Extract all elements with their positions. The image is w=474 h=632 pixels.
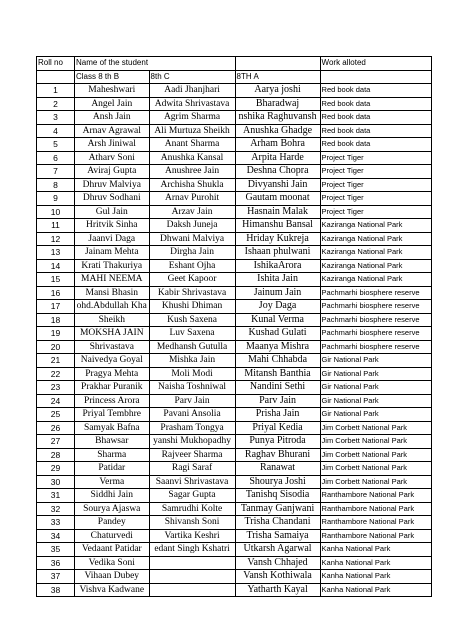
class-8b-student-cell: Mansi Bhasin [75, 286, 150, 300]
class-8b-student-cell: MOKSHA JAIN [75, 327, 150, 341]
work-alloted-cell: Kanha National Park [320, 570, 431, 584]
class-8b-student-cell: Jaanvi Daga [75, 232, 150, 246]
work-alloted-cell: Gir National Park [320, 381, 431, 395]
class-8c-student-cell: Prasham Tongya [149, 421, 235, 435]
table-row [37, 435, 432, 449]
class-8b-student-cell: Atharv Soni [75, 151, 150, 165]
class-8b-student-cell: Prakhar Puranik [75, 381, 150, 395]
class-8a-student-cell: Yatharth Kayal [235, 583, 320, 597]
class-8c-student-cell: Aadi Jhanjhari [149, 84, 235, 98]
class-8a-student-cell: Gautam moonat [235, 192, 320, 206]
class-8a-student-cell: Aarya joshi [235, 84, 320, 98]
table-row [37, 543, 432, 557]
class-8c-student-cell: Parv Jain [149, 394, 235, 408]
class-8c-student-cell [149, 556, 235, 570]
table-row [37, 570, 432, 584]
class-8c-student-cell: Rajveer Sharma [149, 448, 235, 462]
work-alloted-cell: Project Tiger [320, 192, 431, 206]
class-8b-student-cell: ohd.Abdullah Kha [75, 300, 150, 314]
work-alloted-cell: Red book data [320, 111, 431, 125]
work-alloted-cell: Jim Corbett National Park [320, 435, 431, 449]
class-8a-student-cell: Vansh Kothiwala [235, 570, 320, 584]
table-row [37, 192, 432, 206]
roll-number-cell: 38 [37, 583, 75, 597]
work-alloted-cell: Project Tiger [320, 205, 431, 219]
roll-number-cell: 29 [37, 462, 75, 476]
table-row [37, 367, 432, 381]
roll-number-cell: 1 [37, 84, 75, 98]
table-row [37, 394, 432, 408]
class-8a-student-cell: Utkarsh Agarwal [235, 543, 320, 557]
table-row [37, 178, 432, 192]
class-8b-student-cell: Sourya Ajaswa [75, 502, 150, 516]
class-8a-student-cell: Ishaan phulwani [235, 246, 320, 260]
class-8a-student-cell: Trisha Chandani [235, 516, 320, 530]
work-alloted-cell: Kanha National Park [320, 556, 431, 570]
table-row [37, 124, 432, 138]
roll-number-cell: 23 [37, 381, 75, 395]
table-row [37, 421, 432, 435]
table-row [37, 84, 432, 98]
work-alloted-cell: Project Tiger [320, 178, 431, 192]
class-8c-student-cell: Mishka Jain [149, 354, 235, 368]
class-8a-student-cell: Maanya Mishra [235, 340, 320, 354]
class-8a-student-cell: Tanmay Ganjwani [235, 502, 320, 516]
roll-number-cell: 8 [37, 178, 75, 192]
table-row [37, 313, 432, 327]
class-8b-student-cell: Samyak Bafna [75, 421, 150, 435]
work-alloted-cell: Red book data [320, 138, 431, 152]
class-8b-student-cell: Maheshwari [75, 84, 150, 98]
work-alloted-cell: Ranthambore National Park [320, 489, 431, 503]
class-8c-student-cell: Luv Saxena [149, 327, 235, 341]
roll-number-cell: 31 [37, 489, 75, 503]
table-row [37, 219, 432, 233]
class-8b-student-cell: Sharma [75, 448, 150, 462]
work-alloted-cell: Red book data [320, 124, 431, 138]
class-8b-student-cell: Arsh Jiniwal [75, 138, 150, 152]
work-alloted-cell: Project Tiger [320, 165, 431, 179]
work-alloted-cell: Kaziranga National Park [320, 273, 431, 287]
table-row [37, 475, 432, 489]
class-8b-student-cell: Dhruv Malviya [75, 178, 150, 192]
class-8b-student-cell: Hritvik Sinha [75, 219, 150, 233]
class-8a-student-cell: Nandini Sethi [235, 381, 320, 395]
class-8c-student-cell: edant Singh Kshatri [149, 543, 235, 557]
class-8a-student-cell: Raghav Bhurani [235, 448, 320, 462]
class-8c-student-cell: Anushree Jain [149, 165, 235, 179]
class-8a-student-cell: Divyanshi Jain [235, 178, 320, 192]
class-8b-student-cell: Vishva Kadwane [75, 583, 150, 597]
roll-number-cell: 36 [37, 556, 75, 570]
table-row [37, 516, 432, 530]
class-8b-student-cell: Vedika Soni [75, 556, 150, 570]
class-8c-student-cell: Vartika Keshri [149, 529, 235, 543]
class-8c-student-cell [149, 570, 235, 584]
class-8a-student-cell: Priyal Kedia [235, 421, 320, 435]
roll-number-cell: 14 [37, 259, 75, 273]
class-8a-student-cell: Arpita Harde [235, 151, 320, 165]
roll-number-cell: 21 [37, 354, 75, 368]
class-8c-label: 8th C [149, 70, 235, 84]
class-8c-student-cell: Sagar Gupta [149, 489, 235, 503]
table-row [37, 340, 432, 354]
class-8a-student-cell: Joy Daga [235, 300, 320, 314]
class-8b-student-cell: Jainam Mehta [75, 246, 150, 260]
class-8b-student-cell: Pandey [75, 516, 150, 530]
work-alloted-cell: Kaziranga National Park [320, 246, 431, 260]
student-work-table [36, 56, 432, 597]
table-row [37, 489, 432, 503]
work-alloted-cell: Jim Corbett National Park [320, 462, 431, 476]
class-8c-student-cell: Arnav Purohit [149, 192, 235, 206]
roll-number-cell: 26 [37, 421, 75, 435]
work-alloted-cell: Gir National Park [320, 354, 431, 368]
roll-number-cell: 28 [37, 448, 75, 462]
class-8b-label: Class 8 th B [75, 70, 150, 84]
class-8c-student-cell: Saanvi Shrivastava [149, 475, 235, 489]
table-row [37, 556, 432, 570]
roll-number-cell: 9 [37, 192, 75, 206]
table-row [37, 205, 432, 219]
class-8a-student-cell: Parv Jain [235, 394, 320, 408]
work-alloted-cell: Project Tiger [320, 151, 431, 165]
class-8b-student-cell: Vihaan Dubey [75, 570, 150, 584]
roll-number-cell: 12 [37, 232, 75, 246]
class-work-empty [320, 70, 431, 84]
roll-number-cell: 5 [37, 138, 75, 152]
class-8c-student-cell [149, 583, 235, 597]
class-8c-student-cell: Adwita Shrivastava [149, 97, 235, 111]
work-alloted-cell: Kanha National Park [320, 543, 431, 557]
work-alloted-cell: Ranthambore National Park [320, 516, 431, 530]
class-empty [37, 70, 75, 84]
roll-number-cell: 3 [37, 111, 75, 125]
roll-number-cell: 7 [37, 165, 75, 179]
table-row [37, 286, 432, 300]
table-row [37, 381, 432, 395]
class-8c-student-cell: Ali Murtuza Sheikh [149, 124, 235, 138]
roll-number-cell: 22 [37, 367, 75, 381]
class-8b-student-cell: Pragya Mehta [75, 367, 150, 381]
class-8c-student-cell: Pavani Ansolia [149, 408, 235, 422]
class-8a-student-cell: Himanshu Bansal [235, 219, 320, 233]
class-8b-student-cell: Arnav Agrawal [75, 124, 150, 138]
class-8c-student-cell: Ragi Saraf [149, 462, 235, 476]
class-8c-student-cell: Daksh Juneja [149, 219, 235, 233]
header-student-name: Name of the student [75, 57, 150, 71]
work-alloted-cell: Kanha National Park [320, 583, 431, 597]
class-8c-student-cell: Shivansh Soni [149, 516, 235, 530]
class-8a-student-cell: Mitansh Banthia [235, 367, 320, 381]
work-alloted-cell: Gir National Park [320, 367, 431, 381]
table-row [37, 583, 432, 597]
class-8c-student-cell: Arzav Jain [149, 205, 235, 219]
class-8a-student-cell: Hasnain Malak [235, 205, 320, 219]
class-8a-student-cell: Prisha Jain [235, 408, 320, 422]
class-8a-student-cell: Vansh Chhajed [235, 556, 320, 570]
header-empty-2 [235, 57, 320, 71]
roll-number-cell: 37 [37, 570, 75, 584]
class-8a-student-cell: Ranawat [235, 462, 320, 476]
class-8b-student-cell: Shrivastava [75, 340, 150, 354]
roll-number-cell: 30 [37, 475, 75, 489]
header-roll-no: Roll no [37, 57, 75, 71]
roll-number-cell: 34 [37, 529, 75, 543]
class-8a-student-cell: Tanishq Sisodia [235, 489, 320, 503]
work-alloted-cell: Gir National Park [320, 408, 431, 422]
class-8c-student-cell: Eshant Ojha [149, 259, 235, 273]
class-8a-student-cell: Hriday Kukreja [235, 232, 320, 246]
work-alloted-cell: Jim Corbett National Park [320, 448, 431, 462]
class-8c-student-cell: Samrudhi Kolte [149, 502, 235, 516]
roll-number-cell: 32 [37, 502, 75, 516]
roll-number-cell: 27 [37, 435, 75, 449]
class-8a-student-cell: Bharadwaj [235, 97, 320, 111]
class-8a-student-cell: nshika Raghuvansh [235, 111, 320, 125]
class-8a-student-cell: IshikaArora [235, 259, 320, 273]
class-8c-student-cell: Moli Modi [149, 367, 235, 381]
class-8b-student-cell: Gul Jain [75, 205, 150, 219]
work-alloted-cell: Jim Corbett National Park [320, 475, 431, 489]
class-8c-student-cell: Geet Kapoor [149, 273, 235, 287]
work-alloted-cell: Pachmarhi biosphere reserve [320, 300, 431, 314]
table-row [37, 165, 432, 179]
class-8a-label: 8TH A [235, 70, 320, 84]
class-8a-student-cell: Mahi Chhabda [235, 354, 320, 368]
class-8c-student-cell: Anant Sharma [149, 138, 235, 152]
roll-number-cell: 17 [37, 300, 75, 314]
class-row [37, 70, 432, 84]
roll-number-cell: 18 [37, 313, 75, 327]
roll-number-cell: 11 [37, 219, 75, 233]
table-row [37, 529, 432, 543]
class-8c-student-cell: Kabir Shrivastava [149, 286, 235, 300]
class-8a-student-cell: Punya Pitroda [235, 435, 320, 449]
class-8b-student-cell: Angel Jain [75, 97, 150, 111]
table-row [37, 327, 432, 341]
table-row [37, 354, 432, 368]
work-alloted-cell: Pachmarhi biosphere reserve [320, 340, 431, 354]
roll-number-cell: 25 [37, 408, 75, 422]
table-row [37, 151, 432, 165]
work-alloted-cell: Red book data [320, 97, 431, 111]
class-8c-student-cell: Kush Saxena [149, 313, 235, 327]
class-8c-student-cell: Agrim Sharma [149, 111, 235, 125]
work-alloted-cell: Pachmarhi biosphere reserve [320, 313, 431, 327]
work-alloted-cell: Ranthambore National Park [320, 502, 431, 516]
class-8c-student-cell: Medhansh Gutulla [149, 340, 235, 354]
class-8a-student-cell: Arham Bohra [235, 138, 320, 152]
table-row [37, 448, 432, 462]
class-8b-student-cell: Siddhi Jain [75, 489, 150, 503]
table-row [37, 246, 432, 260]
class-8a-student-cell: Anushka Ghadge [235, 124, 320, 138]
header-empty-1 [149, 57, 235, 71]
table-row [37, 273, 432, 287]
class-8b-student-cell: Bhawsar [75, 435, 150, 449]
table-row [37, 111, 432, 125]
class-8c-student-cell: Naisha Toshniwal [149, 381, 235, 395]
table-row [37, 408, 432, 422]
class-8b-student-cell: Dhruv Sodhani [75, 192, 150, 206]
work-alloted-cell: Gir National Park [320, 394, 431, 408]
work-alloted-cell: Kaziranga National Park [320, 259, 431, 273]
class-8c-student-cell: Khushi Dhiman [149, 300, 235, 314]
class-8b-student-cell: Ansh Jain [75, 111, 150, 125]
table-row [37, 259, 432, 273]
class-8b-student-cell: Aviraj Gupta [75, 165, 150, 179]
table-row [37, 300, 432, 314]
roll-number-cell: 35 [37, 543, 75, 557]
roll-number-cell: 33 [37, 516, 75, 530]
class-8a-student-cell: Kushad Gulati [235, 327, 320, 341]
work-alloted-cell: Pachmarhi biosphere reserve [320, 327, 431, 341]
roll-number-cell: 19 [37, 327, 75, 341]
class-8a-student-cell: Trisha Samaiya [235, 529, 320, 543]
table-row [37, 97, 432, 111]
class-8b-student-cell: Naivedya Goyal [75, 354, 150, 368]
class-8a-student-cell: Jainum Jain [235, 286, 320, 300]
class-8b-student-cell: Vedaant Patidar [75, 543, 150, 557]
roll-number-cell: 15 [37, 273, 75, 287]
roll-number-cell: 20 [37, 340, 75, 354]
roll-number-cell: 24 [37, 394, 75, 408]
roll-number-cell: 2 [37, 97, 75, 111]
work-alloted-cell: Pachmarhi biosphere reserve [320, 286, 431, 300]
roll-number-cell: 6 [37, 151, 75, 165]
header-work-alloted: Work alloted [320, 57, 431, 71]
class-8b-student-cell: Priyal Tembhre [75, 408, 150, 422]
header-row [37, 57, 432, 71]
roll-number-cell: 10 [37, 205, 75, 219]
table-row [37, 462, 432, 476]
work-alloted-cell: Red book data [320, 84, 431, 98]
class-8c-student-cell: yanshi Mukhopadhy [149, 435, 235, 449]
roll-number-cell: 13 [37, 246, 75, 260]
class-8b-student-cell: MAHI NEEMA [75, 273, 150, 287]
class-8a-student-cell: Shourya Joshi [235, 475, 320, 489]
class-8b-student-cell: Krati Thakuriya [75, 259, 150, 273]
table-row [37, 232, 432, 246]
work-alloted-cell: Jim Corbett National Park [320, 421, 431, 435]
class-8c-student-cell: Anushka Kansal [149, 151, 235, 165]
work-alloted-cell: Kaziranga National Park [320, 219, 431, 233]
table-row [37, 502, 432, 516]
class-8b-student-cell: Patidar [75, 462, 150, 476]
work-alloted-cell: Kaziranga National Park [320, 232, 431, 246]
class-8c-student-cell: Archisha Shukla [149, 178, 235, 192]
class-8a-student-cell: Ishita Jain [235, 273, 320, 287]
roll-number-cell: 4 [37, 124, 75, 138]
table-row [37, 138, 432, 152]
class-8a-student-cell: Deshna Chopra [235, 165, 320, 179]
class-8a-student-cell: Kunal Verma [235, 313, 320, 327]
work-alloted-cell: Ranthambore National Park [320, 529, 431, 543]
class-8c-student-cell: Dirgha Jain [149, 246, 235, 260]
roll-number-cell: 16 [37, 286, 75, 300]
class-8b-student-cell: Princess Arora [75, 394, 150, 408]
class-8b-student-cell: Verma [75, 475, 150, 489]
class-8c-student-cell: Dhwani Malviya [149, 232, 235, 246]
class-8b-student-cell: Chaturvedi [75, 529, 150, 543]
class-8b-student-cell: Sheikh [75, 313, 150, 327]
